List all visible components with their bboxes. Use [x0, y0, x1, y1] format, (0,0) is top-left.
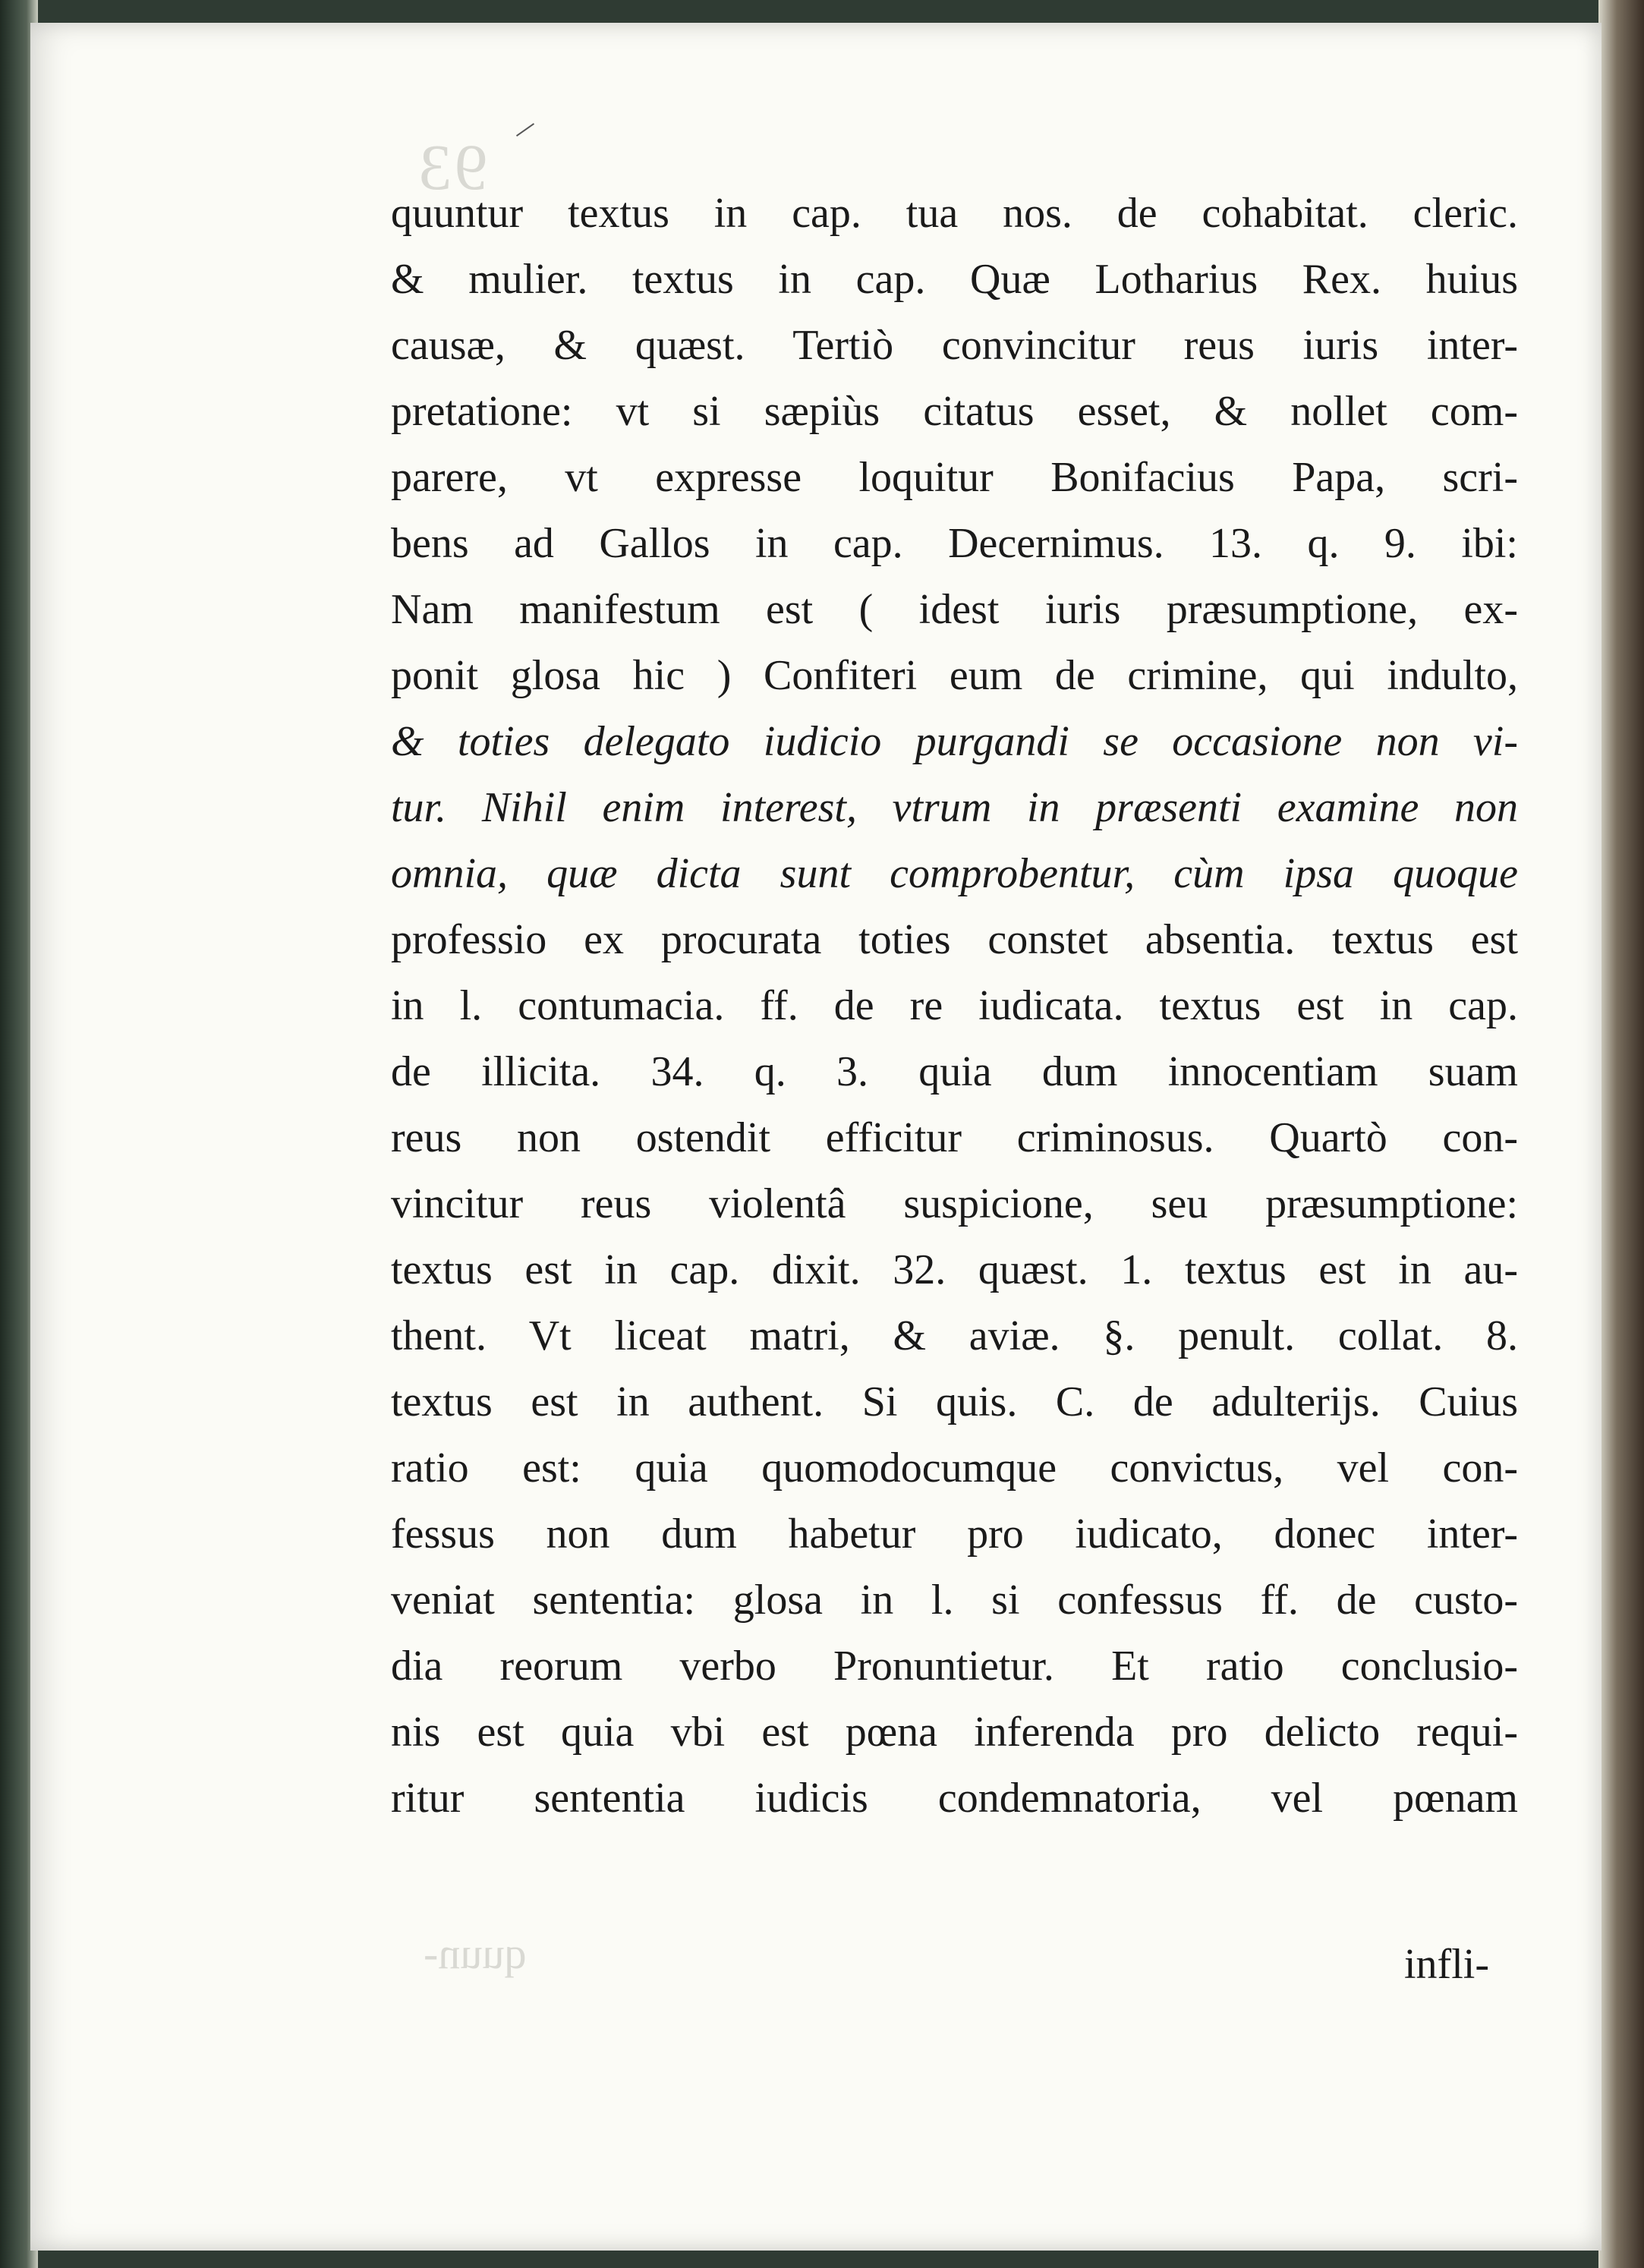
text-line: professio ex procurata toties constet absentia. textus est	[391, 916, 1518, 963]
text-line: dia reorum verbo Pronuntietur. Et ratio conclusio-	[391, 1643, 1518, 1690]
text-line: ponit glosa hic ) Confiteri eum de crimine, qui indulto,	[391, 652, 1518, 699]
bleed-through-catchword: quun-	[424, 1929, 527, 1978]
book-right-edge	[1598, 0, 1644, 2268]
text-line: pretatione: vt si sæpiùs citatus esset, & nollet com-	[391, 388, 1518, 435]
text-line: veniat sententia: glosa in l. si confessus ff. de custo-	[391, 1577, 1518, 1624]
text-line: & mulier. textus in cap. Quæ Lotharius Rex. huius	[391, 256, 1518, 303]
catchword: infli-	[1404, 1941, 1489, 1988]
text-line: ritur sententia iudicis condemnatoria, vel pœnam	[391, 1775, 1518, 1822]
text-line: quuntur textus in cap. tua nos. de cohabitat. cleric.	[391, 190, 1518, 237]
text-line: ratio est: quia quomodocumque convictus, vel con-	[391, 1444, 1518, 1492]
text-line: reus non ostendit efficitur criminosus. Quartò con-	[391, 1114, 1518, 1161]
text-line: & toties delegato iudicio purgandi se occasione non vi-	[391, 718, 1518, 765]
text-line: causæ, & quæst. Tertiò convincitur reus iuris inter-	[391, 322, 1518, 369]
text-line: in l. contumacia. ff. de re iudicata. textus est in cap.	[391, 982, 1518, 1029]
text-line: Nam manifestum est ( idest iuris præsumptione, ex-	[391, 586, 1518, 633]
text-block	[391, 181, 1518, 1832]
text-line: textus est in authent. Si quis. C. de adulterijs. Cuius	[391, 1378, 1518, 1425]
text-line: textus est in cap. dixit. 32. quæst. 1. textus est in au-	[391, 1246, 1518, 1293]
text-line: bens ad Gallos in cap. Decernimus. 13. q. 9. ibi:	[391, 520, 1518, 567]
text-line: fessus non dum habetur pro iudicato, donec inter-	[391, 1510, 1518, 1558]
bleed-through-page-number: 93	[416, 131, 487, 203]
text-line: nis est quia vbi est pœna inferenda pro delicto requi-	[391, 1709, 1518, 1756]
text-line: parere, vt expresse loquitur Bonifacius Papa, scri-	[391, 454, 1518, 501]
pencil-mark	[516, 123, 534, 137]
text-line: vincitur reus violentâ suspicione, seu præsumptione:	[391, 1180, 1518, 1227]
text-line: thent. Vt liceat matri, & aviæ. §. penult. collat. 8.	[391, 1312, 1518, 1359]
text-line: omnia, quæ dicta sunt comprobentur, cùm ipsa quoque	[391, 850, 1518, 897]
text-line: de illicita. 34. q. 3. quia dum innocentiam suam	[391, 1048, 1518, 1095]
text-line: tur. Nihil enim interest, vtrum in præsenti examine non	[391, 784, 1518, 831]
